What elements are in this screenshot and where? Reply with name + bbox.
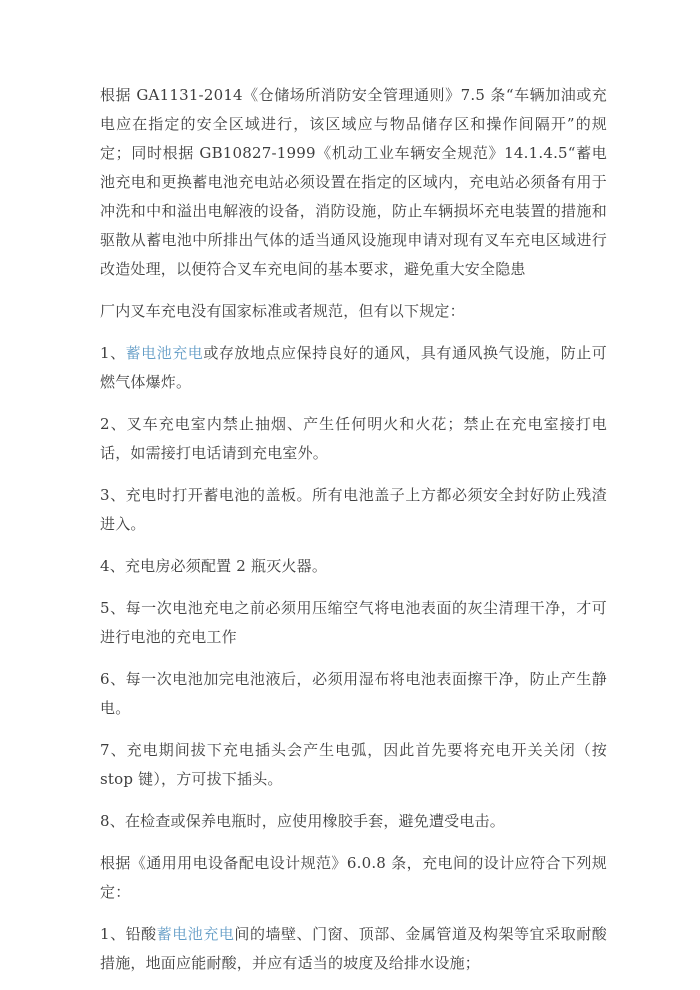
battery-charging-link-2[interactable]: 蓄电池充电 [156,925,235,943]
rule-item-4: 4、充电房必须配置 2 瓶灭火器。 [100,557,328,575]
rule-item-3: 3、充电时打开蓄电池的盖板。所有电池盖子上方都必须安全封好防止残渣进入。 [100,486,607,533]
rule-item-5: 5、每一次电池充电之前必须用压缩空气将电池表面的灰尘清理干净，才可进行电池的充电工作 [100,599,607,646]
section2-rule-1-number: 1、铅酸 [100,925,157,943]
section2-rule-1-text: 间的墙壁、门窗、顶部、金属管道及构架等宜采取耐酸措施，地面应能耐酸，并应有适当的坡度及给排水设施； [100,925,607,972]
paragraph-section2-lead: 根据《通用用电设备配电设计规范》6.0.8 条，充电间的设计应符合下列规定： [100,854,607,901]
rule-item-2: 2、叉车充电室内禁止抽烟、产生任何明火和火花；禁止在充电室接打电话，如需接打电话请到充电室外。 [100,415,607,462]
section2-rule-item-1 [100,920,607,978]
rule-1-text: 或存放地点应保持良好的通风，具有通风换气设施，防止可燃气体爆炸。 [100,344,607,391]
paragraph-intro: 根据 GA1131-2014《仓储场所消防安全管理通则》7.5 条“车辆加油或充电应在指定的安全区域进行，该区域应与物品储存区和操作间隔开”的规定；同时根据 GB10827-1999《机动工业车辆安全规范》14.1.4.5“蓄电池充电和更换蓄电池充电站必须设置在指定的区域内，充电站必须备有用于冲洗和中和溢出电解液的设备，消防设施，防止车辆损坏充电装置的措施和驱散从蓄电池中所排出气体的适当通风设施现申请对现有叉车充电区域进行改造处理，以便符合叉车充电间的基本要求，避免重大安全隐患 [100,86,607,278]
rule-item-6: 6、每一次电池加完电池液后，必须用湿布将电池表面擦干净，防止产生静电。 [100,670,607,717]
paragraph-section1-lead: 厂内叉车充电没有国家标准或者规范，但有以下规定： [100,302,465,320]
battery-charging-link-1[interactable]: 蓄电池充电 [125,344,204,362]
document-body [100,81,607,990]
rule-item-7: 7、充电期间拔下充电插头会产生电弧，因此首先要将充电开关关闭（按 stop 键），方可拔下插头。 [100,741,607,788]
rule-item-8: 8、在检查或保养电瓶时，应使用橡胶手套，避免遭受电击。 [100,812,505,830]
rule-item-1 [100,339,607,397]
rule-1-number: 1、 [100,344,126,362]
